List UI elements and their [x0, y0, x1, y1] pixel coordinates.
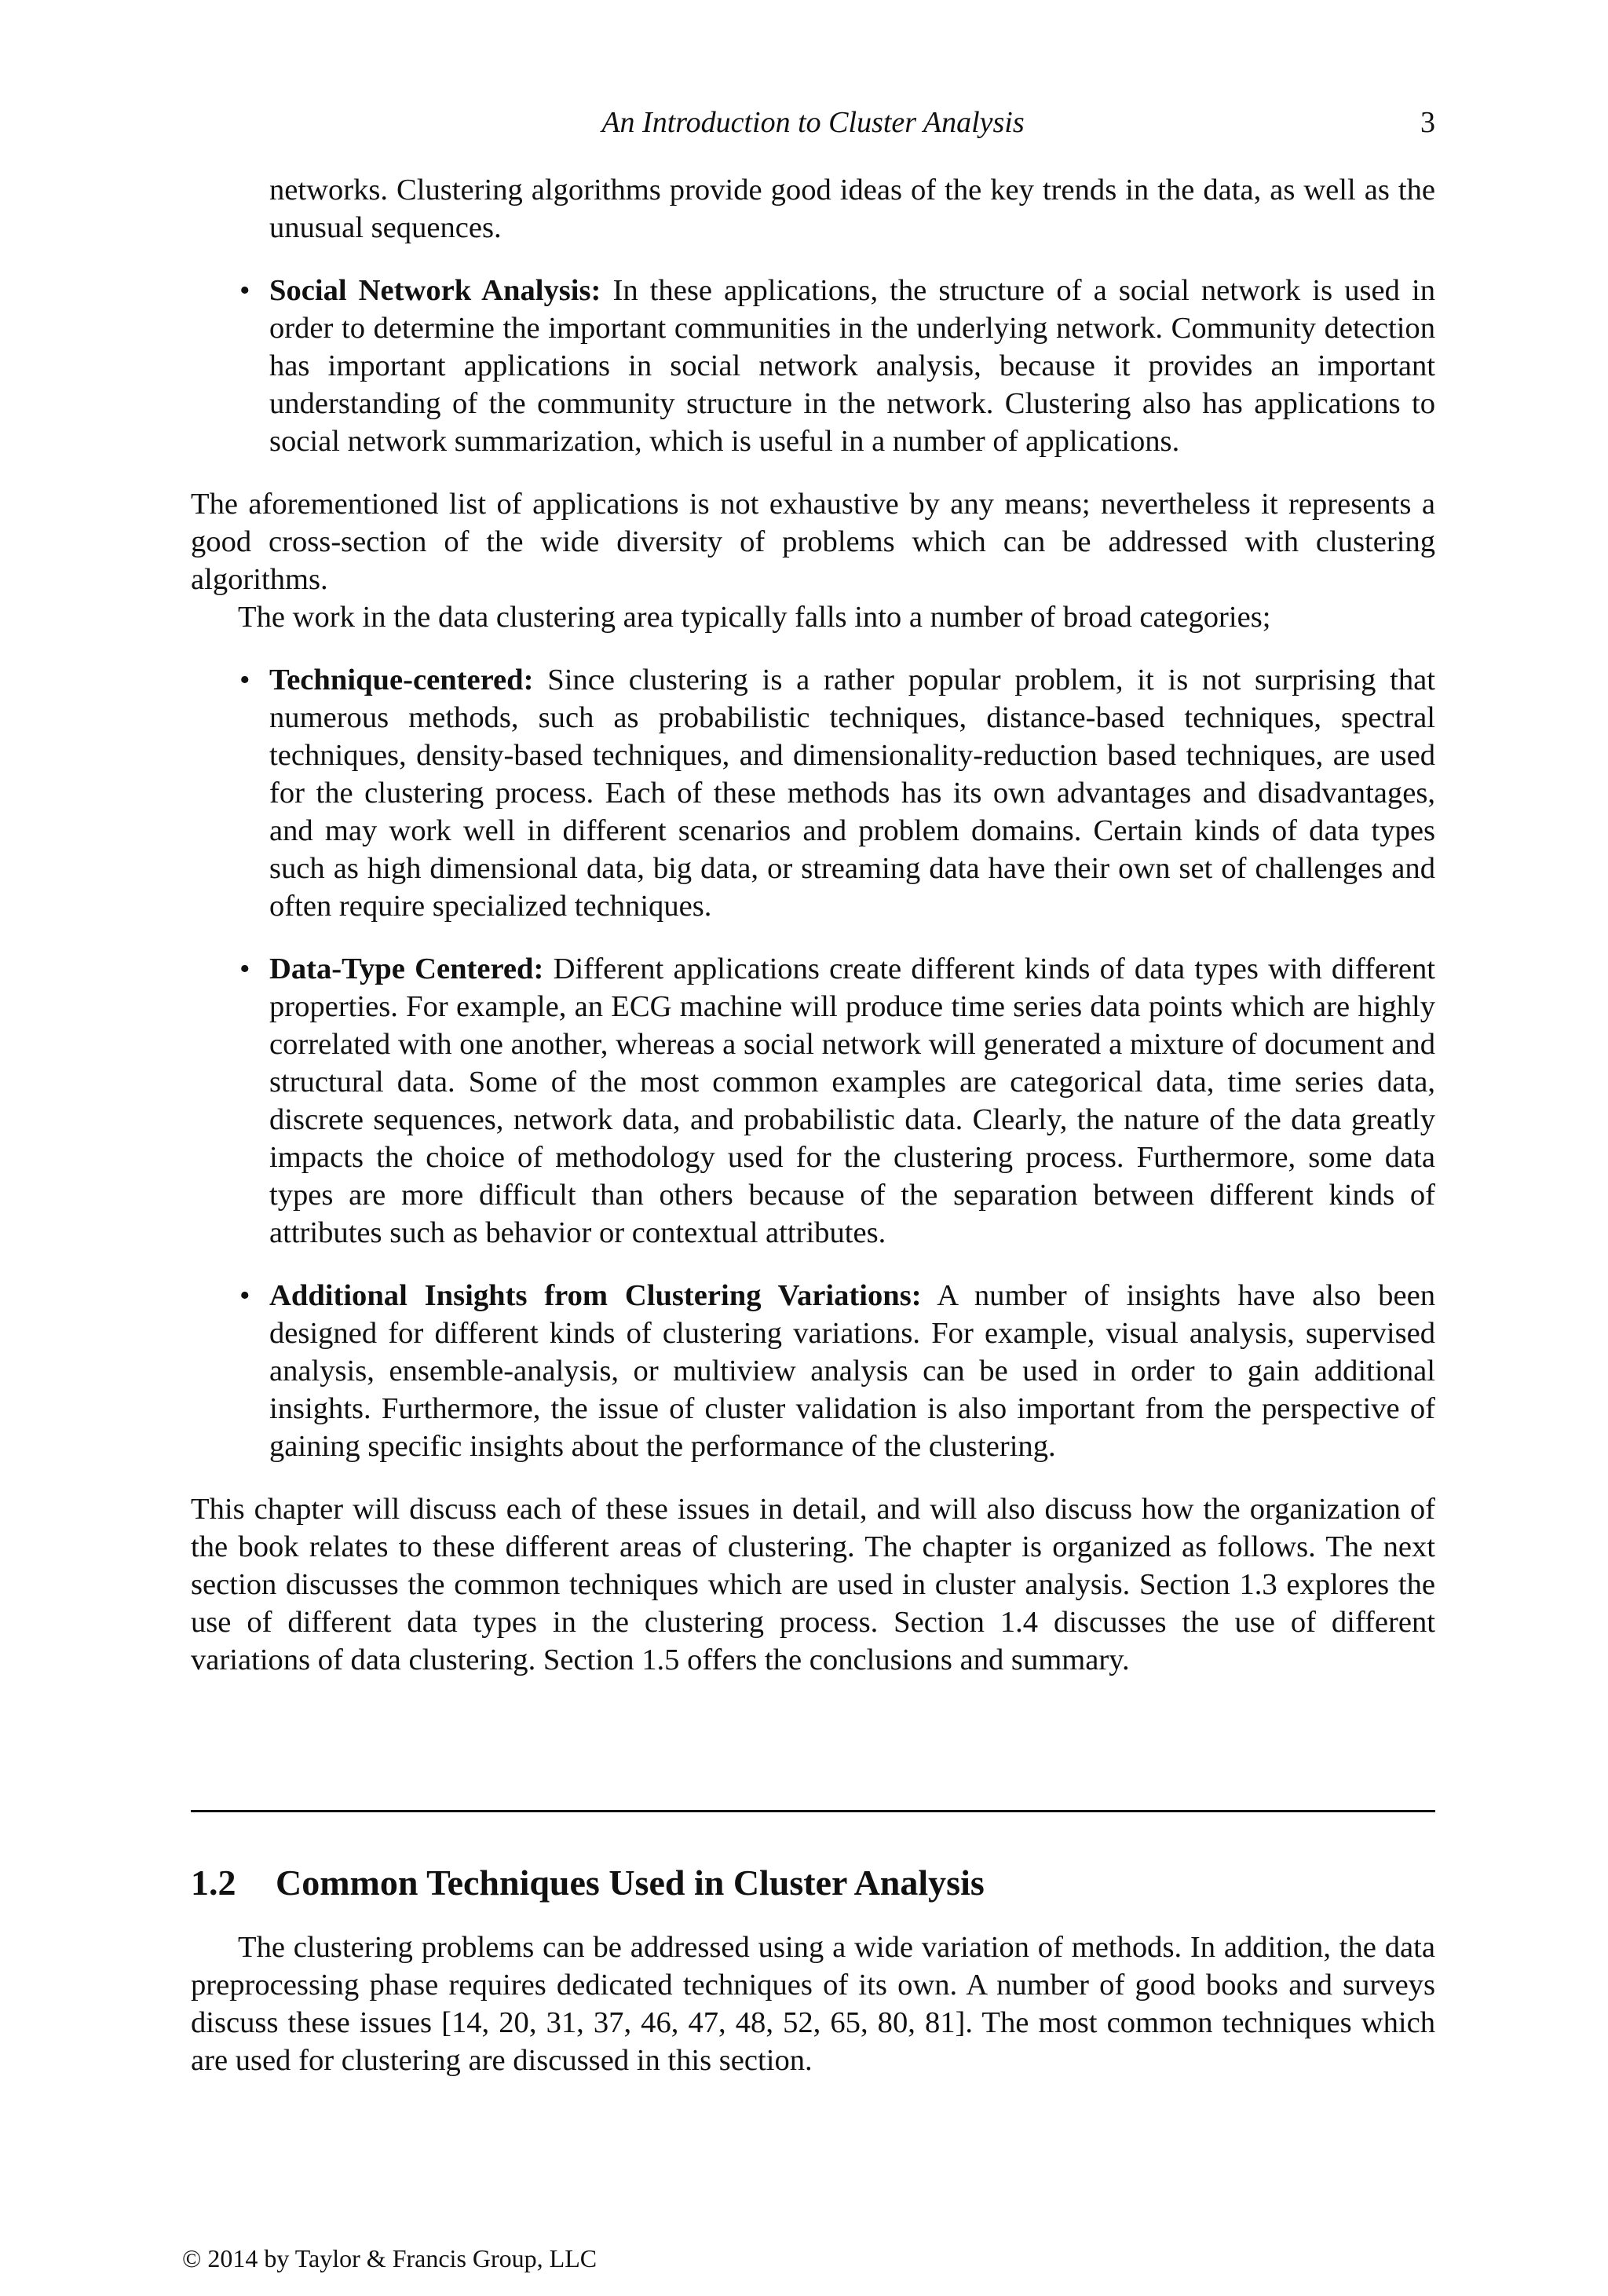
categories-intro-paragraph: The work in the data clustering area typically falls into a number of broad categories; [238, 601, 1271, 634]
list-item-term: Additional Insights from Clustering Variations: [269, 1279, 922, 1312]
section-divider [191, 1810, 1435, 1812]
list-item-additional-insights [191, 1277, 1435, 1465]
running-title: An Introduction to Cluster Analysis [601, 106, 1025, 139]
section-number: 1.2 [191, 1863, 236, 1903]
continued-paragraph: networks. Clustering algorithms provide good ideas of the key trends in the data, as well as the unusual sequences. [269, 174, 1435, 244]
page-number: 3 [1420, 106, 1435, 139]
list-item-text: Different applications create different kinds of data types with different properties. For example, an ECG machine will produce time series data points which are highly correlated with one another, whereas a social network will generated a mixture of document and structural data. Some of the most common examples are categorical data, time series data, discrete sequences, network data, and probabilistic data. Clearly, the nature of the data greatly impacts the choice of methodology used for the clustering process. Furthermore, some data types are more difficult than others because of the separation between different kinds of attributes such as behavior or contextual attributes. [269, 952, 1435, 1249]
list-item-social-network-analysis [191, 272, 1435, 460]
list-item-text: In these applications, the structure of a social network is used in order to determine the important communities in the underlying network. Community detection has important applications in social network analysis, because it provides an important understanding of the community structure in the network. Clustering also has applications to social network summarization, which is useful in a number of applications. [269, 274, 1435, 458]
main-text [191, 171, 1435, 1679]
applications-summary-paragraph: The aforementioned list of applications is not exhaustive by any means; nevertheless it represents a good cross-section of the wide diversity of problems which can be addressed with clustering algorithms. [191, 488, 1435, 596]
bullet-icon: • [239, 274, 250, 307]
list-item-text: Since clustering is a rather popular problem, it is not surprising that numerous methods, such as probabilistic techniques, distance-based techniques, spectral techniques, density-based techniques, and dimensionality-reduction based techniques, are used for the clustering process. Each of these methods has its own advantages and disadvantages, and may work well in different scenarios and problem domains. Certain kinds of data types such as high dimensional data, big data, or streaming data have their own set of challenges and often require specialized techniques. [269, 664, 1435, 923]
section-heading [191, 1859, 1435, 1907]
bullet-icon: • [239, 952, 250, 985]
categories-list [191, 661, 1435, 1465]
list-item-technique-centered [191, 661, 1435, 925]
section-title: Common Techniques Used in Cluster Analysis [276, 1863, 985, 1903]
list-item-term: Data-Type Centered: [269, 952, 544, 985]
bullet-icon: • [239, 664, 250, 696]
list-item-data-type-centered [191, 950, 1435, 1252]
bullet-icon: • [239, 1279, 250, 1312]
copyright-footer: © 2014 by Taylor & Francis Group, LLC [182, 2244, 598, 2272]
applications-list [191, 272, 1435, 460]
list-item-term: Social Network Analysis: [269, 274, 601, 307]
section-body-paragraph: The clustering problems can be addressed using a wide variation of methods. In addition, the data preprocessing phase requires dedicated techniques of its own. A number of good books and surveys discuss these issues [14, 20, 31, 37, 46, 47, 48, 52, 65, 80, 81]. The most common techniques which are used for clustering are discussed in this section. [191, 1931, 1435, 2077]
running-head [191, 101, 1435, 144]
chapter-overview-paragraph: This chapter will discuss each of these issues in detail, and will also discuss how the organization of the book relates to these different areas of clustering. The chapter is organized as follows. The next section discusses the common techniques which are used in cluster analysis. Section 1.3 explores the use of different data types in the clustering process. Section 1.4 discusses the use of different variations of data clustering. Section 1.5 offers the conclusions and summary. [191, 1493, 1435, 1676]
list-item-text: A number of insights have also been designed for different kinds of clustering variations. For example, visual analysis, supervised analysis, ensemble-analysis, or multiview analysis can be used in order to gain additional insights. Furthermore, the issue of cluster validation is also important from the perspective of gaining specific insights about the performance of the clustering. [269, 1279, 1435, 1463]
list-item-term: Technique-centered: [269, 664, 534, 696]
